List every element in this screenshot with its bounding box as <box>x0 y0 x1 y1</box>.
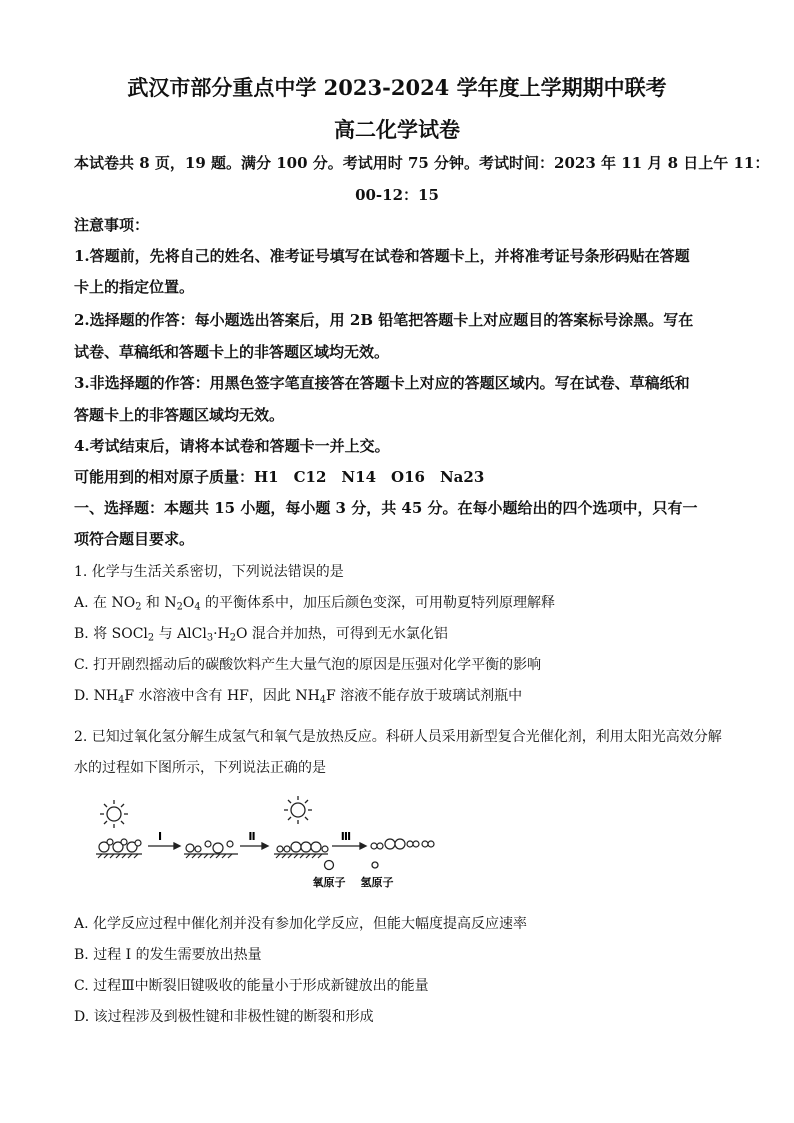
question-1-option-d: D. $NH_4F$ 水溶液中含有 HF，因此 $NH_4F$ 溶液不能存放于玻璃试剂瓶中 <box>74 688 523 706</box>
note-2-line-b: 试卷、草稿纸和答题卡上的非答题区域均无效。 <box>74 343 390 361</box>
atomic-masses: 可能用到的相对原子质量：H1 C12 N14 O16 Na23 <box>74 468 485 486</box>
note-3-line-a: 3.非选择题的作答：用黑色签字笔直接答在答题卡上对应的答题区域内。写在试卷、草稿纸和 <box>74 374 690 392</box>
hydrogen-atom-legend-label: 氢原子 <box>360 876 394 889</box>
section-1-line-1: 一、选择题：本题共 15 小题，每小题 3 分，共 45 分。在每小题给出的四个选项中，只有一 <box>74 499 698 517</box>
water-molecules-start <box>99 839 141 852</box>
note-2-line-a: 2.选择题的作答：每小题选出答案后，用 2B 铅笔把答题卡上对应题目的答案标号涂黑。写在 <box>74 311 694 329</box>
step-arrow-3 <box>332 843 366 849</box>
question-1-stem: 1. 化学与生活关系密切，下列说法错误的是 <box>74 564 344 580</box>
section-1-line-2: 项符合题目要求。 <box>74 530 195 548</box>
exam-subtitle: 高二化学试卷 <box>334 117 460 142</box>
step-label-3: Ⅲ <box>340 830 352 843</box>
catalyst-surface-2 <box>184 854 238 858</box>
step-arrow-2 <box>240 843 268 849</box>
hydrogen-atom-legend-icon <box>372 862 378 868</box>
product-molecules <box>371 839 434 849</box>
step-arrow-1 <box>148 843 180 849</box>
question-1-option-a: A. 在 $NO_2$ 和 $N_2O_4$ 的平衡体系中，加压后颜色变深，可用勒夏特列原理解释 <box>74 595 555 613</box>
sun-icon-2 <box>284 796 312 824</box>
note-3-line-b: 答题卡上的非答题区域均无效。 <box>74 406 285 424</box>
catalyst-surface-3 <box>274 854 328 858</box>
note-1-line-a: 1.答题前，先将自己的姓名、准考证号填写在试卷和答题卡上，并将准考证号条形码贴在答题 <box>74 247 690 265</box>
question-2-option-a: A. 化学反应过程中催化剂并没有参加化学反应，但能大幅度提高反应速率 <box>74 916 528 932</box>
intermediate-atoms-1 <box>186 841 233 853</box>
sun-icon-1 <box>100 800 128 828</box>
intermediate-atoms-2 <box>277 842 328 852</box>
oxygen-atom-legend-label: 氧原子 <box>312 876 346 889</box>
question-2-option-c: C. 过程Ⅲ中断裂旧键吸收的能量小于形成新键放出的能量 <box>74 978 429 994</box>
water-splitting-diagram <box>92 794 452 894</box>
step-label-2: Ⅱ <box>248 830 256 843</box>
exam-info-line-1: 本试卷共 8 页，19 题。满分 100 分。考试用时 75 分钟。考试时间：2023 年 11 月 8 日上午 11： <box>74 154 770 172</box>
catalyst-surface-1 <box>96 854 142 858</box>
question-2-option-d: D. 该过程涉及到极性键和非极性键的断裂和形成 <box>74 1009 374 1025</box>
exam-info-line-2: 00-12：15 <box>355 186 439 204</box>
notes-heading: 注意事项： <box>74 216 150 234</box>
oxygen-atom-legend-icon <box>325 861 334 870</box>
exam-title: 武汉市部分重点中学 2023-2024 学年度上学期期中联考 <box>127 75 667 100</box>
question-2-option-b: B. 过程 I 的发生需要放出热量 <box>74 947 262 963</box>
question-1-option-c: C. 打开剧烈摇动后的碳酸饮料产生大量气泡的原因是压强对化学平衡的影响 <box>74 657 542 673</box>
question-2-stem-line-2: 水的过程如下图所示，下列说法正确的是 <box>74 760 326 776</box>
note-4: 4.考试结束后，请将本试卷和答题卡一并上交。 <box>74 437 390 455</box>
question-1-option-b: B. 将 SOCl$_2$ 与 $AlCl_3\cdot H_2O$ 混合并加热，可得到无水氯化铝 <box>74 626 448 644</box>
step-label-1: I <box>157 830 163 843</box>
note-1-line-b: 卡上的指定位置。 <box>74 278 195 296</box>
question-2-stem-line-1: 2. 已知过氧化氢分解生成氢气和氧气是放热反应。科研人员采用新型复合光催化剂，利用太阳光高效分解 <box>74 729 722 745</box>
